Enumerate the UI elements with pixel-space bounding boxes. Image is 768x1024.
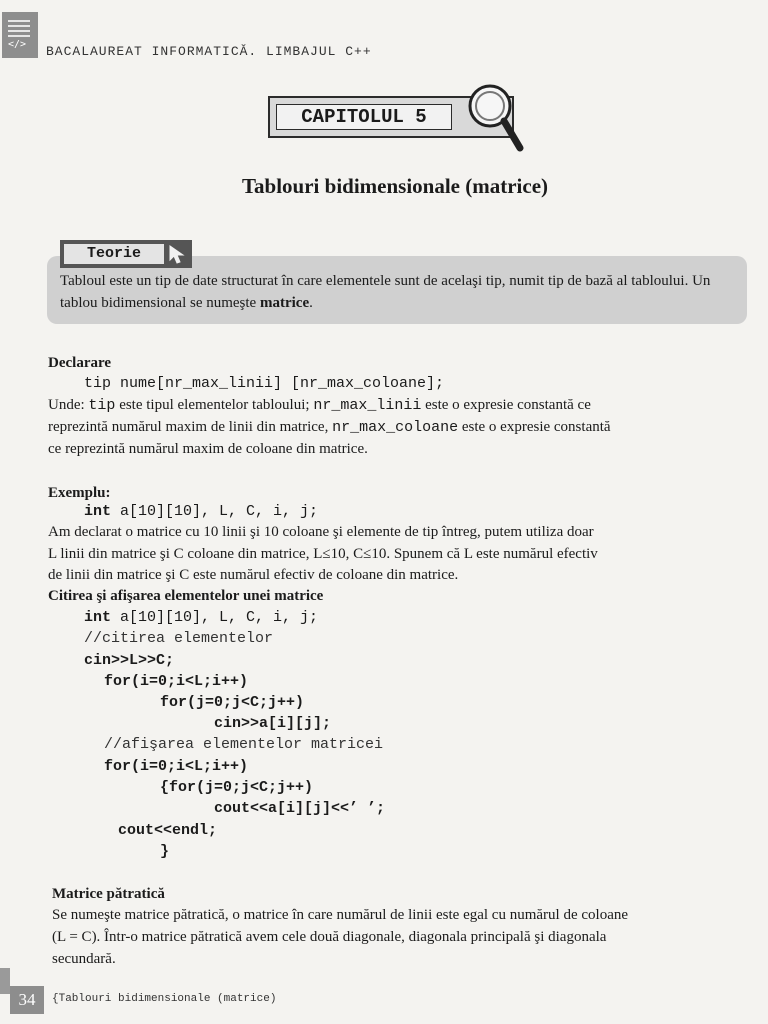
exemplu-line-2: L linii din matrice şi C coloane din matrice, L≤10, C≤10. Spunem că L este numărul efectiv — [48, 546, 598, 562]
code-for-i-print: for(i=0;i<L;i++) — [104, 758, 249, 775]
pointer-arrow-icon — [166, 243, 188, 265]
code-comment-print: //afişarea elementelor matricei — [104, 736, 384, 753]
citire-heading: Citirea şi afişarea elementelor unei matrice — [48, 588, 324, 604]
declarare-line-2: reprezintă numărul maxim de linii din matrice, nr_max_coloane este o expresie constantă — [48, 419, 611, 436]
declarare-syntax: tip nume[nr_max_linii] [nr_max_coloane]; — [84, 375, 445, 392]
code-decl: int a[10][10], L, C, i, j; — [84, 609, 319, 626]
page-number: 34 — [10, 986, 44, 1014]
exemplu-heading: Exemplu: — [48, 485, 111, 501]
exemplu-code: int a[10][10], L, C, i, j; — [84, 503, 319, 520]
running-header: BACALAUREAT INFORMATICĂ. LIMBAJUL C++ — [46, 44, 372, 59]
theory-text: Tabloul este un tip de date structurat în care elementele sunt de acelaşi tip, numit tip de bază al tabloului. Un tablou bidimensional se numeşte matrice. — [60, 273, 711, 311]
code-cin: cin>>L>>C; — [84, 652, 175, 669]
code-glyph: </> — [8, 39, 27, 50]
magnifier-icon — [464, 82, 526, 154]
patratica-heading: Matrice pătratică — [52, 886, 165, 902]
code-for-i-read: for(i=0;i<L;i++) — [104, 673, 249, 690]
code-cin-elem: cin>>a[i][j]; — [214, 715, 332, 732]
footer-tab — [0, 968, 10, 994]
code-for-j-print: {for(j=0;j<C;j++) — [160, 779, 314, 796]
declarare-line-3: ce reprezintă numărul maxim de coloane din matrice. — [48, 441, 368, 457]
declarare-heading: Declarare — [48, 355, 112, 371]
theory-label: Teorie — [64, 244, 164, 264]
patratica-line-3: secundară. — [52, 951, 116, 967]
chapter-label: CAPITOLUL 5 — [276, 104, 452, 130]
running-footer: {Tablouri bidimensionale (matrice) — [52, 993, 277, 1005]
exemplu-line-1: Am declarat o matrice cu 10 linii şi 10 coloane şi elemente de tip întreg, putem utiliza doar — [48, 524, 594, 540]
code-cout-endl: cout<<endl; — [118, 822, 218, 839]
patratica-line-2: (L = C). Într-o matrice pătratică avem cele două diagonale, diagonala principală şi diagonala — [52, 929, 607, 945]
patratica-line-1: Se numeşte matrice pătratică, o matrice în care numărul de linii este egal cu numărul de coloane — [52, 907, 629, 923]
code-cout-elem: cout<<a[i][j]<<’ ’; — [214, 800, 386, 817]
page-title: Tablouri bidimensionale (matrice) — [241, 174, 549, 198]
code-book-icon — [2, 12, 38, 58]
declarare-line-1: Unde: tip este tipul elementelor tabloului; nr_max_linii este o expresie constantă ce — [48, 397, 591, 414]
code-for-j-read: for(j=0;j<C;j++) — [160, 694, 305, 711]
code-close-brace: } — [160, 843, 170, 860]
code-comment-read: //citirea elementelor — [84, 630, 274, 647]
exemplu-line-3: de linii din matrice şi C este numărul efectiv de coloane din matrice. — [48, 567, 459, 583]
